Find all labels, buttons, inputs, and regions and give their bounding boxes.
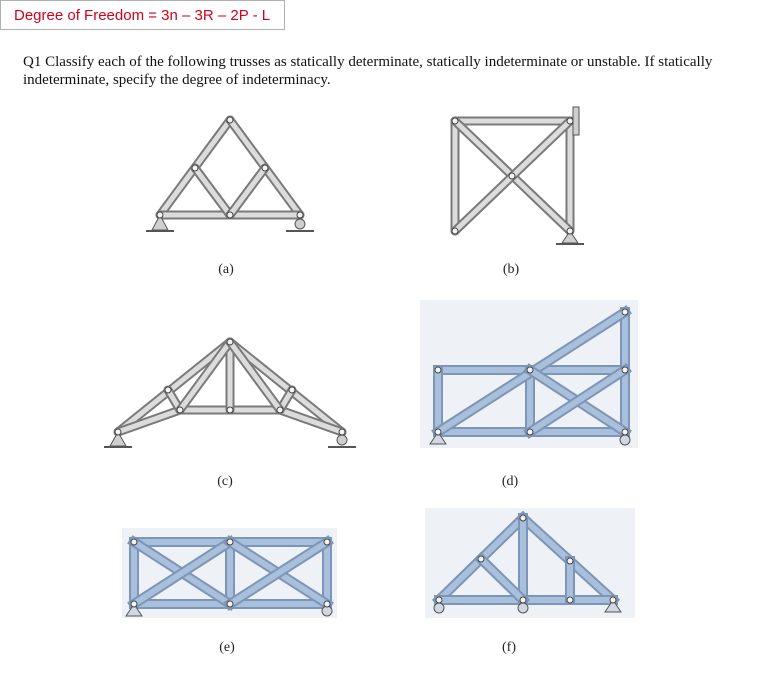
joint	[115, 429, 121, 435]
joint	[227, 339, 233, 345]
joint	[527, 429, 533, 435]
truss-figure-a	[140, 110, 330, 245]
degree-of-freedom-formula: Degree of Freedom = 3n – 3R – 2P - L	[0, 0, 285, 30]
joint	[227, 407, 233, 413]
joint	[478, 556, 484, 562]
joint	[610, 597, 616, 603]
truss-figure-b	[440, 103, 600, 248]
joint	[131, 601, 137, 607]
roller-support	[434, 603, 444, 613]
joint	[339, 429, 345, 435]
joint	[567, 118, 573, 124]
joint	[131, 539, 137, 545]
truss-a-drawing	[140, 110, 330, 245]
joint	[435, 429, 441, 435]
roller-support	[295, 219, 305, 229]
joint	[165, 387, 171, 393]
caption-f: (f)	[502, 640, 516, 655]
joint	[277, 407, 283, 413]
joint	[567, 228, 573, 234]
truss-e-members	[134, 542, 327, 604]
joint	[192, 165, 198, 171]
joint	[509, 173, 515, 179]
truss-a-members	[160, 120, 300, 215]
truss-f-members	[439, 518, 613, 600]
caption-c: (c)	[217, 474, 233, 489]
joint	[324, 601, 330, 607]
wall-support	[573, 107, 579, 135]
joint	[227, 212, 233, 218]
truss-figure-c	[100, 332, 360, 452]
truss-e-drawing	[122, 528, 337, 618]
truss-member-face	[481, 559, 523, 600]
truss-member-face	[230, 168, 265, 215]
joint	[177, 407, 183, 413]
caption-a: (a)	[218, 262, 234, 277]
truss-c-supports	[104, 432, 356, 447]
truss-a-joints	[157, 117, 303, 218]
joint	[567, 597, 573, 603]
caption-d: (d)	[501, 474, 519, 489]
joint	[452, 228, 458, 234]
joint	[324, 539, 330, 545]
joint	[227, 117, 233, 123]
joint	[436, 597, 442, 603]
truss-figure-e	[122, 528, 337, 618]
truss-c-members	[118, 342, 342, 432]
joint	[227, 539, 233, 545]
joint	[567, 558, 573, 564]
joint	[157, 212, 163, 218]
joint	[622, 429, 628, 435]
joint	[262, 165, 268, 171]
truss-b-drawing	[440, 103, 600, 248]
caption-e: (e)	[219, 640, 235, 655]
truss-f-drawing	[425, 508, 635, 618]
roller-support	[518, 603, 528, 613]
truss-member-face	[230, 342, 342, 432]
joint	[227, 601, 233, 607]
joint	[527, 367, 533, 373]
truss-member-face	[195, 168, 230, 215]
truss-figure-f	[425, 508, 635, 618]
joint	[520, 597, 526, 603]
truss-member-face	[118, 342, 230, 432]
truss-figure-d	[420, 300, 638, 448]
joint	[520, 515, 526, 521]
joint	[297, 212, 303, 218]
joint	[435, 367, 441, 373]
roller-support	[337, 435, 347, 445]
truss-c-drawing	[100, 332, 360, 452]
joint	[289, 387, 295, 393]
caption-b: (b)	[502, 262, 520, 277]
truss-d-drawing	[420, 300, 638, 448]
question-text: Q1 Classify each of the following trusses as statically determinate, statically indeterminate or unstable. If statically indeterminate, specify the degree of indeterminacy.	[23, 54, 713, 88]
roller-support	[620, 435, 630, 445]
joint	[622, 367, 628, 373]
joint	[452, 118, 458, 124]
joint	[622, 309, 628, 315]
